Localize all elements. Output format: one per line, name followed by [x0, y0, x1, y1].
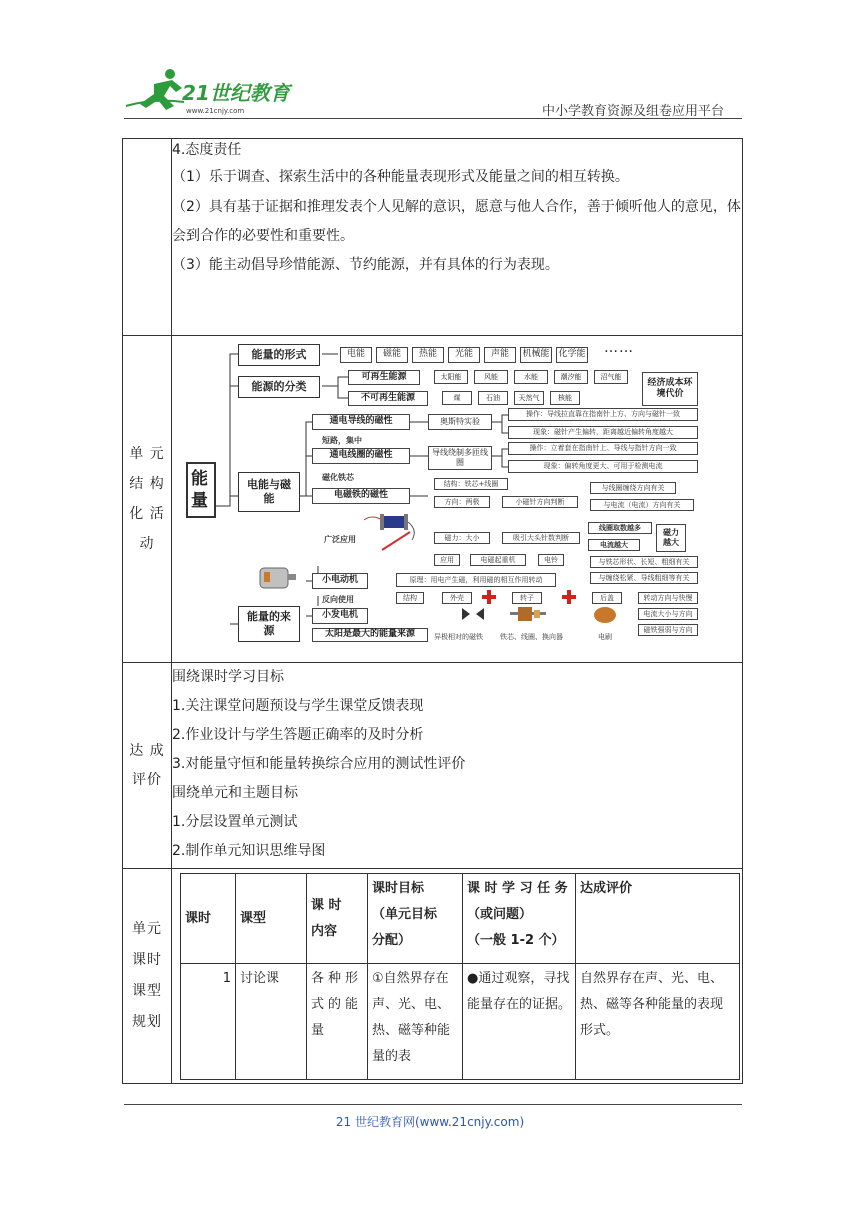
op2-node: 操作：立着套在指南针上、导线与指针方向一致 — [508, 442, 698, 455]
coil-dir-node: 与线圈缠绕方向有关 — [590, 482, 676, 494]
forms-label: 能量的形式 — [238, 344, 320, 366]
renewable-node: 可再生能源 — [348, 370, 420, 385]
logo-url: www.21cnjy.com — [186, 107, 245, 115]
coil-mag-node: 通电线圈的磁性 — [312, 448, 410, 464]
forms-list-item: 磁能 — [376, 347, 408, 363]
shell-node: 外壳 — [442, 592, 472, 604]
footer-divider — [124, 1104, 742, 1105]
forms-list-item: 热能 — [412, 347, 444, 363]
rot-dir-node: 转动方向与快慢 — [638, 592, 698, 604]
wire-tight-node: 与缠绕松紧、导线粗细等有关 — [590, 572, 698, 584]
structure-row — [123, 336, 743, 663]
generator-node: 小发电机 — [312, 608, 368, 624]
attitude-line: 4.态度责任 — [172, 142, 242, 158]
logo-text: 21世纪教育 — [182, 81, 290, 105]
plus-icon — [482, 590, 496, 604]
struct-node: 结构：铁芯+线圈 — [434, 478, 508, 490]
header-platform-text: 中小学教育资源及组卷应用平台 — [541, 104, 724, 119]
energy-source-label: 能量的来源 — [238, 606, 300, 642]
forms-list-item: 机械能 — [520, 347, 552, 363]
evaluation-line: 3.对能量守恒和能量转换综合应用的测试性评价 — [172, 756, 466, 772]
evaluation-line: 2.作业设计与学生答题正确率的及时分析 — [172, 727, 424, 743]
principle-node: 原理：用电产生磁，利用磁的相互作用转动 — [396, 573, 556, 587]
renew-list-item: 风能 — [474, 370, 508, 384]
mag-big-node: 磁力越大 — [656, 524, 686, 552]
brush-caption: 电刷 — [598, 633, 612, 641]
attitude-content — [172, 139, 743, 336]
header-cell: 达成评价 — [576, 874, 740, 964]
mindmap-cell — [172, 336, 743, 663]
attitude-row — [123, 139, 743, 336]
root-node: 能量 — [186, 462, 216, 518]
nonrenew-list-item: 石油 — [478, 391, 508, 405]
dir-node: 方向：两极 — [434, 496, 490, 508]
coil-more-node: 导线绕制多匝线圈 — [428, 446, 492, 470]
plus-icon — [562, 590, 576, 604]
current-big-node: 电流越大 — [588, 539, 640, 551]
header-cell: 课时 — [181, 874, 236, 964]
nonrenew-list-item: 煤 — [442, 391, 472, 405]
bell-node: 电铃 — [538, 554, 564, 566]
cur-dir-node: 电流大小与方向 — [638, 608, 698, 620]
planning-cell — [172, 869, 743, 1084]
sources-label: 能源的分类 — [238, 376, 320, 398]
magnetize-note: 磁化铁芯 — [322, 473, 354, 482]
strength-node: 磁力：大小 — [434, 532, 490, 544]
wire-mag-node: 通电导线的磁性 — [312, 414, 410, 430]
forms-dots: …… — [604, 340, 634, 356]
em-label: 电能与磁能 — [238, 472, 300, 512]
env-cost-node: 经济成本环境代价 — [642, 372, 698, 406]
planning-header-row — [181, 874, 740, 964]
rotor-caption: 铁芯、线圈、换向器 — [500, 633, 563, 641]
attitude-line: （2）具有基于证据和推理发表个人见解的意识，愿意与他人合作，善于倾听他人的意见，体会到合作的必要性和重要性。 — [172, 199, 741, 244]
ph1-node: 现象：磁针产生偏转，距离越近偏转角度越大 — [508, 426, 698, 439]
evaluation-line: 1.关注课堂问题预设与学生课堂反馈表现 — [172, 698, 424, 714]
op1-node: 操作：导线拉直靠在指南针上方、方向与磁针一致 — [508, 408, 698, 421]
apply-node: 应用 — [434, 554, 460, 566]
row-type: 讨论课 — [236, 964, 307, 1080]
magnet-photo — [458, 604, 488, 624]
rotor-node: 转子 — [512, 592, 542, 604]
structure-label: 单 元 结 构 化 活 动 — [123, 336, 172, 663]
row-eval: 自然界存在声、光、电、热、磁等各种能量的表现形式。 — [576, 964, 740, 1080]
attitude-line: （1）乐于调查、探索生活中的各种能量表现形式及能量之间的相互转换。 — [172, 169, 629, 185]
attitude-label — [123, 139, 172, 336]
brush-photo — [592, 606, 618, 624]
renew-list-item: 沼气能 — [594, 370, 628, 384]
current-dir-node: 与电流（电流）方向有关 — [590, 499, 694, 511]
forms-list-item: 光能 — [448, 347, 480, 363]
short-circuit-note: 短路，集中 — [322, 436, 362, 445]
mag-dir-node: 磁铁强弱与方向 — [638, 624, 698, 636]
forms-list-item: 电能 — [340, 347, 372, 363]
turns-more-node: 线圈取数越多 — [588, 522, 652, 534]
forms-list-item: 化学能 — [556, 347, 588, 363]
renew-list-item: 潮汐能 — [554, 370, 588, 384]
evaluation-content — [172, 663, 743, 869]
planning-label: 单元 课时 课型 规划 — [123, 869, 172, 1084]
planning-row — [123, 869, 743, 1084]
header-cell: 课型 — [236, 874, 307, 964]
nonrenew-list-item: 核能 — [550, 391, 580, 405]
attitude-line: （3）能主动倡导珍惜能源、节约能源，并有具体的行为表现。 — [172, 257, 559, 273]
pins-node: 吸引大头针数判断 — [502, 532, 580, 544]
evaluation-line: 围绕课时学习目标 — [172, 669, 284, 685]
row-num: 1 — [181, 964, 236, 1080]
oersted-node: 奥斯特实验 — [428, 414, 492, 430]
nonrenew-list-item: 天然气 — [514, 391, 544, 405]
motor-photo — [256, 562, 298, 592]
magnet-caption: 异极相对的磁铁 — [434, 633, 483, 641]
header-cell: 课 时 学 习 任 务 （或问题） （一般 1-2 个） — [463, 874, 576, 964]
planning-data-row — [181, 964, 740, 1080]
renew-list-item: 水能 — [514, 370, 548, 384]
electromagnet-photo — [362, 510, 422, 554]
electromag-node: 电磁铁的磁性 — [312, 488, 410, 504]
ph2-node: 现象：偏转角度更大、可用于检测电流 — [508, 460, 698, 473]
sun-node: 太阳是最大的能量来源 — [312, 628, 428, 642]
reverse-note: 反向使用 — [322, 595, 354, 604]
structure2-node: 结构 — [396, 592, 424, 604]
row-content: 各种形式的能量 — [307, 964, 368, 1080]
header-cell: 课 时 内容 — [307, 874, 368, 964]
core-shape-node: 与铁芯形状、长短、粗细有关 — [590, 556, 698, 568]
dir-judge-node: 小磁针方向判断 — [502, 496, 578, 508]
wide-use-note: 广泛应用 — [324, 535, 356, 544]
evaluation-line: 围绕单元和主题目标 — [172, 785, 298, 801]
row-task: ●通过观察，寻找能量存在的证据。 — [463, 964, 576, 1080]
nonrenewable-node: 不可再生能源 — [348, 391, 428, 406]
header-divider — [124, 118, 742, 119]
crane-node: 电磁起重机 — [470, 554, 526, 566]
renew-list-item: 太阳能 — [434, 370, 468, 384]
planning-table — [180, 873, 740, 1080]
motor-node: 小电动机 — [312, 573, 368, 589]
lesson-plan-table — [122, 138, 743, 1084]
footer-text: 21 世纪教育网(www.21cnjy.com) — [335, 1115, 525, 1129]
evaluation-row — [123, 663, 743, 869]
rotor-photo — [508, 604, 548, 624]
evaluation-line: 1.分层设置单元测试 — [172, 814, 298, 830]
brush-node: 后盖 — [592, 592, 622, 604]
mindmap — [172, 336, 693, 662]
forms-list-item: 声能 — [484, 347, 516, 363]
evaluation-line: 2.制作单元知识思维导图 — [172, 843, 326, 859]
site-logo — [124, 66, 294, 116]
evaluation-label: 达 成 评价 — [123, 663, 172, 869]
header-cell: 课时目标 （单元目标 分配） — [368, 874, 463, 964]
row-goal: ①自然界存在声、光、电、热、磁等种能量的表 — [368, 964, 463, 1080]
